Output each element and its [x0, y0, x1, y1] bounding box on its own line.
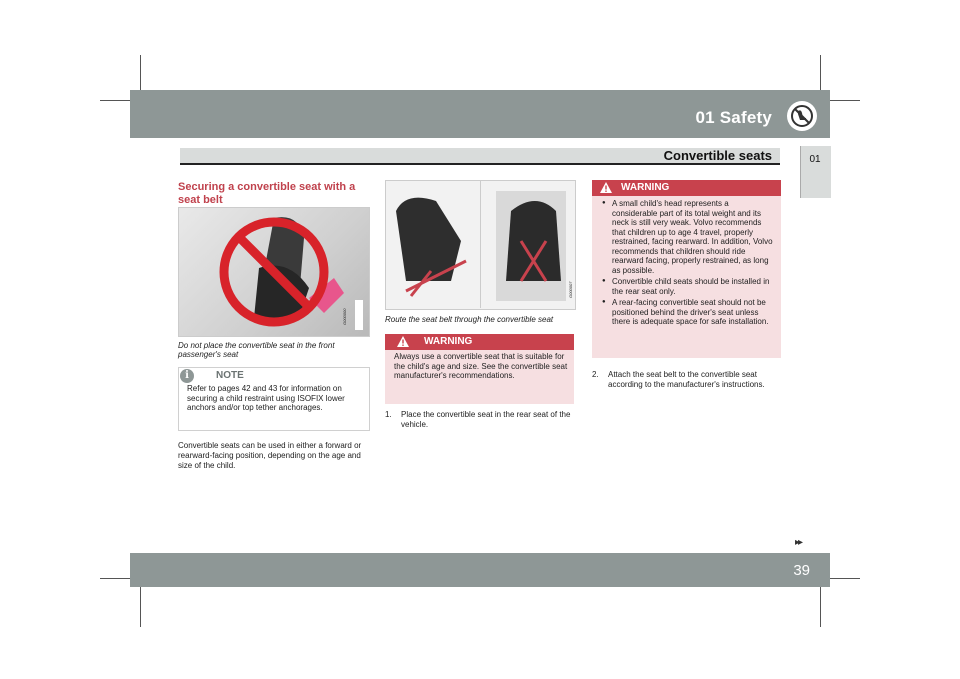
footer-band [130, 553, 830, 587]
warning-list [600, 199, 776, 329]
page-number: 39 [793, 562, 810, 579]
warning-header [385, 334, 574, 350]
no-child-seat-icon [787, 101, 817, 131]
list-item: ● A small child's head represents a considerable part of its total weight and its neck is still very weak. Volvo recommends that children up to age 4 travel, properly restrained, facing rearward. In addition, Volvo recommends that children should ride rearward facing, properly restrained, as long as possible. [600, 199, 776, 275]
list-item: ● A rear-facing convertible seat should not be positioned behind the driver's seat unless there is adequate space for safe installation. [600, 298, 776, 327]
step-text: Attach the seat belt to the convertible seat according to the manufacturer's instructions. [608, 370, 765, 389]
warning-title: WARNING [621, 182, 670, 193]
section-title: Convertible seats [663, 148, 772, 163]
step-text: Place the convertible seat in the rear seat of the vehicle. [401, 410, 571, 429]
warning-text: Always use a convertible seat that is suitable for the child's age and size. See the convertible seat manufacturer's recommendations. [394, 352, 568, 380]
info-icon: i [180, 369, 194, 383]
list-item: ● Convertible child seats should be installed in the rear seat only. [600, 277, 776, 296]
photo-code: G000000 [342, 308, 347, 325]
warning-title: WARNING [424, 336, 473, 347]
note-title: NOTE [216, 370, 244, 381]
chapter-tab-label: 01 [809, 154, 821, 165]
note-text: Refer to pages 42 and 43 for information on securing a child restraint using ISOFIX lower anchors and/or top tether anchorages. [187, 384, 345, 412]
warning-triangle-icon [396, 335, 410, 353]
chapter-title: 01 Safety [695, 108, 772, 127]
body-paragraph: Convertible seats can be used in either a forward or rearward-facing position, depending on the age and size of the child. [178, 441, 362, 470]
section-rule [180, 163, 780, 165]
continue-marker: ▸▸ [795, 537, 802, 548]
photo-caption: Do not place the convertible seat in the front passenger's seat [178, 341, 335, 359]
warning-triangle-icon [599, 181, 613, 199]
step-number: 1. [385, 410, 392, 419]
section-heading: Securing a convertible seat with a seat belt [178, 181, 356, 206]
step-number: 2. [592, 370, 599, 379]
photo-divider [480, 180, 481, 308]
photo-code: G000007 [568, 281, 573, 298]
photo-caption: Route the seat belt through the convertible seat [385, 315, 554, 324]
